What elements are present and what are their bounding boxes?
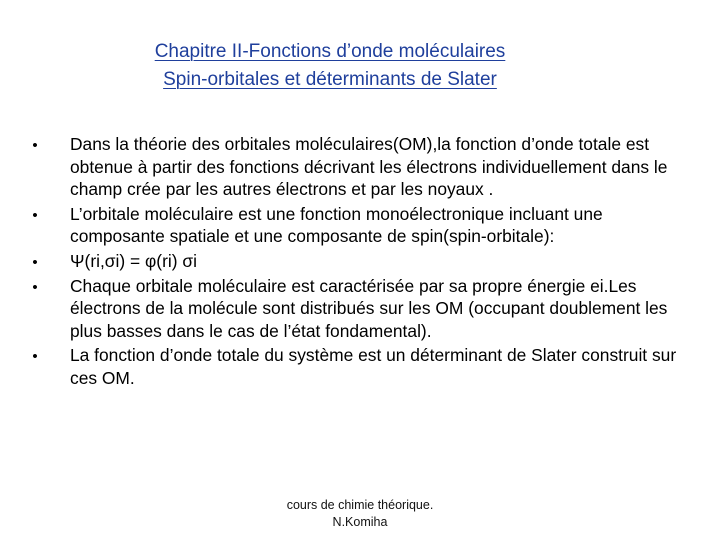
bullet-item [28,133,690,201]
bullet-icon [28,203,42,228]
bullet-icon [28,344,42,369]
bullet-icon [28,250,42,275]
bullet-icon [28,275,42,300]
bullet-icon [28,133,42,158]
footer-course: cours de chimie théorique. [286,498,434,512]
bullet-list [28,133,690,392]
footer-author: N.Komiha [332,515,388,529]
bullet-item [28,250,690,273]
title-line-1: Chapitre II-Fonctions d’onde moléculaires [154,41,506,62]
bullet-item [28,344,690,389]
bullet-text: L’orbitale moléculaire est une fonction monoélectronique incluant une composante spatiale et une composante de spin(spin-orbitale): [70,203,603,247]
bullet-text: Chaque orbitale moléculaire est caractérisée par sa propre énergie ei.Les électrons de la molécule sont distribués sur les OM (occupant doublement les plus basses dans le cas de l’état fondamental). [70,275,668,341]
bullet-item [28,275,690,343]
bullet-text: Dans la théorie des orbitales moléculaires(OM),la fonction d’onde totale est obtenue à partir des fonctions décrivant les électrons individuellement dans le champ crée par les autres électrons et par les noyaux . [70,134,668,200]
title-line-2: Spin-orbitales et déterminants de Slater [163,69,497,90]
bullet-text-formula: Ψ(ri,σi) = φ(ri) σi [70,250,197,271]
bullet-item [28,203,690,248]
bullet-text: La fonction d’onde totale du système est un déterminant de Slater construit sur ces OM. [70,345,677,388]
slide-footer [260,497,460,531]
slide-title [0,38,660,94]
